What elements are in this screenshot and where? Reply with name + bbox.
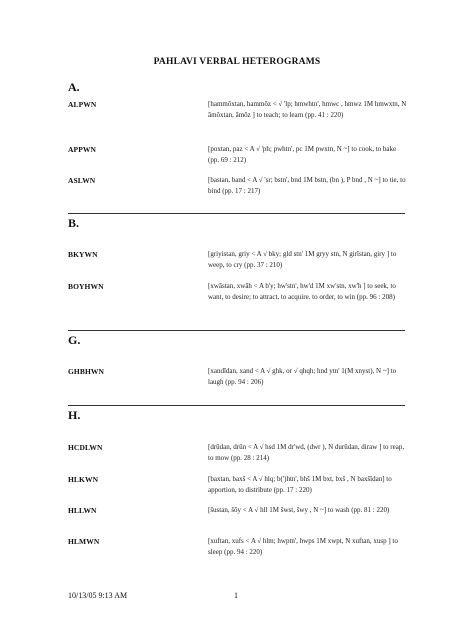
section-divider	[68, 213, 405, 214]
section-divider	[68, 405, 405, 406]
entry-definition: [xandīdan, xand < A √ ghk, or √ qhqh; hnd ytn' 1(M xnyst), N ~] to laugh (pp. 94 : 206)	[208, 367, 397, 386]
entry-definition: [drūdan, drūn < A √ hsd 1M dr'wd, (dwr ), N durūdan, diraw ] to reap, to mow (pp. 28 : 214)	[208, 443, 405, 462]
page-number: 1	[234, 591, 238, 600]
entry-word: HLKWN	[68, 475, 99, 484]
entry-word: HLMWN	[68, 537, 100, 546]
section-heading-b: B.	[68, 216, 80, 230]
entry-word: HLLWN	[68, 506, 97, 515]
entry-word: BOYHWN	[68, 282, 104, 291]
entry-word: APPWN	[68, 145, 96, 154]
entry-word: GHBHWN	[68, 367, 105, 376]
section-heading-h: H.	[68, 408, 81, 422]
section-divider	[68, 330, 405, 331]
section-heading-a: A.	[68, 80, 80, 94]
entry-definition: [xwāstan, xwāh < A b'y; hw'stn', hw'd 1M xw'stn, xw'h ] to seek, to want, to desire; to attract, to acquire. to order, to win (pp. 96 : 208)	[208, 282, 396, 301]
entry-definition: [baxtan, baxš < A √ hlq; b(')htn', bhš 1M bxt, bxš , N baxšīdan] to apportion, to distribute (pp. 17 : 220)	[208, 475, 392, 494]
entry-word: ASLWN	[68, 176, 96, 185]
entry-definition: [griyistan, griy < A √ bky; gld stn' 1M gryy stn, N girīstan, giry ] to weep, to cry (pp. 37 : 210)	[208, 250, 397, 269]
entry-definition: [xuftan, xufs < A √ hlm; hwptn', hwps 1M xwpt, N xuftan, xusp ] to sleep (pp. 94 : 220)	[208, 537, 398, 556]
entry-definition: [hammōxtan, hammōz < √ 'lp; hmwhtn', hmwc , hmwz 1M hmwxtn, N āmōxtan, āmōz ] to teach; to learn (pp. 41 : 220)	[208, 100, 407, 119]
entry-word: HCDLWN	[68, 443, 103, 452]
entry-definition: [poxtan, paz < A √ 'ph; pwhtn', pc 1M pwxtn, N ~] to cook, to bake (pp. 69 : 212)	[208, 145, 397, 164]
entry-definition: [bastan, band < A √ 'sr; bstn', bnd 1M bstn, (bn ), P bnd , N ~] to tie, to bind (pp. 17 : 217)	[208, 176, 406, 195]
entry-word: ALPWN	[68, 100, 97, 109]
entry-word: BKYWN	[68, 250, 98, 259]
section-heading-g: G.	[68, 333, 81, 347]
entry-definition: [šustan, šōy < A √ hll 1M šwst, šwy , N ~] to wash (pp. 81 : 220)	[208, 506, 390, 514]
footer-timestamp: 10/13/05 9:13 AM	[68, 591, 128, 600]
page-title: PAHLAVI VERBAL HETEROGRAMS	[153, 57, 321, 67]
